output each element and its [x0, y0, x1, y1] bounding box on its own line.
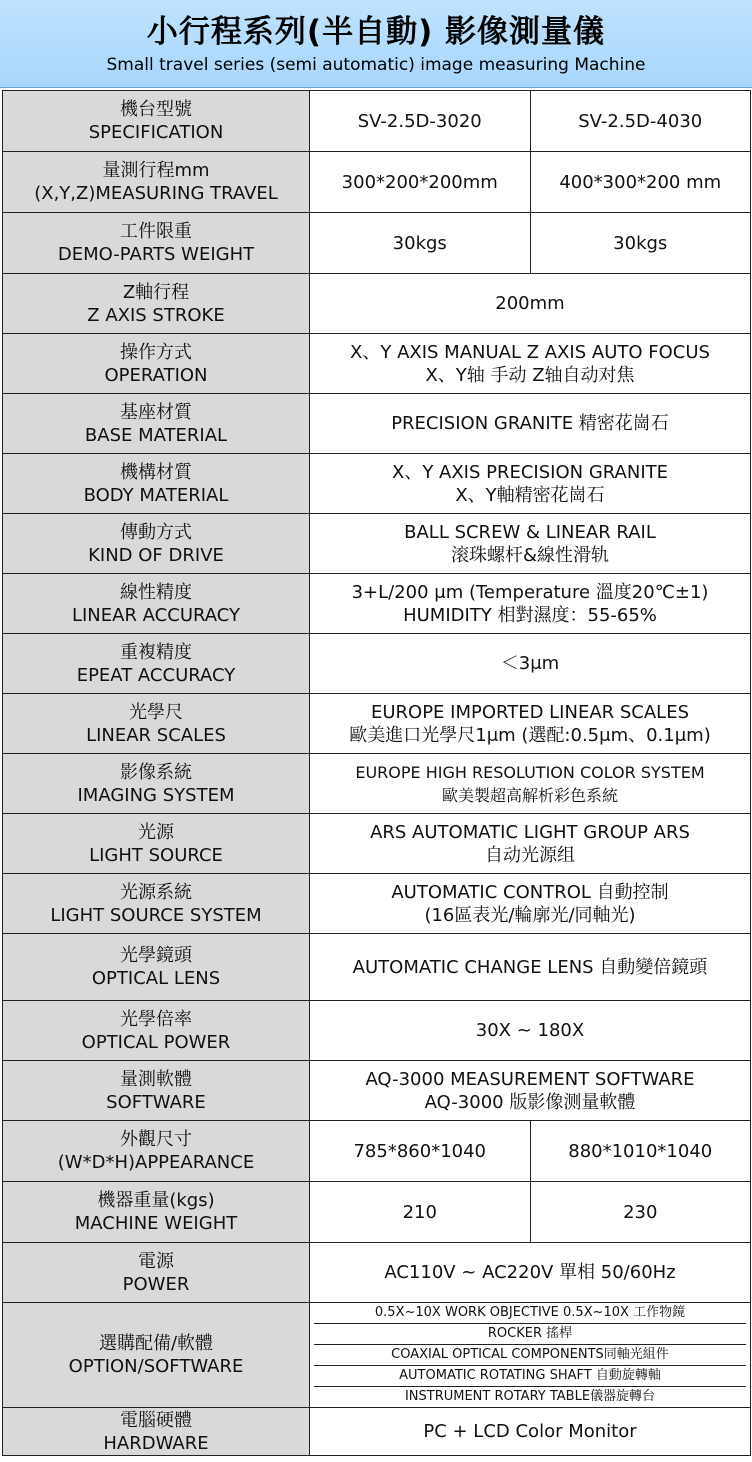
- spec-value-line: 自动光源组: [485, 844, 575, 866]
- spec-value-line: PC + LCD Color Monitor: [423, 1421, 637, 1442]
- spec-label-cn: 光源系統: [120, 881, 192, 903]
- spec-row: [3, 514, 751, 574]
- spec-value-line: 30X ~ 180X: [475, 1020, 585, 1041]
- spec-row: [3, 394, 751, 454]
- spec-label: [3, 334, 310, 394]
- spec-label-cn: 重複精度: [120, 641, 192, 663]
- option-item: COAXIAL OPTICAL COMPONENTS同軸光組件: [314, 1345, 746, 1366]
- spec-value: [310, 1001, 751, 1061]
- page-subtitle: Small travel series (semi automatic) image measuring Machine: [106, 55, 646, 75]
- spec-value-line: AUTOMATIC CHANGE LENS 自動變倍鏡頭: [352, 956, 708, 978]
- spec-value-model-b: 400*300*200 mm: [530, 152, 750, 212]
- spec-label-en: MACHINE WEIGHT: [74, 1213, 238, 1234]
- spec-label-cn: 光學尺: [129, 701, 183, 723]
- spec-row: [3, 1001, 751, 1061]
- spec-label-cn: 影像系統: [120, 761, 192, 783]
- spec-label-cn: 機器重量(kgs): [97, 1190, 215, 1211]
- spec-value-model-b: SV-2.5D-4030: [530, 91, 750, 151]
- spec-row: [3, 694, 751, 754]
- spec-row: [3, 634, 751, 694]
- spec-value-line: PRECISION GRANITE 精密花崗石: [391, 413, 669, 434]
- spec-label: [3, 634, 310, 694]
- spec-value: [310, 1303, 751, 1408]
- spec-value-line: EUROPE IMPORTED LINEAR SCALES: [370, 701, 690, 723]
- spec-value-line: X、Y轴 手动 Z轴自动对焦: [425, 364, 635, 386]
- spec-value: [310, 574, 751, 634]
- spec-label: [3, 1061, 310, 1121]
- spec-value: [310, 754, 751, 814]
- option-item: INSTRUMENT ROTARY TABLE儀器旋轉台: [404, 1389, 656, 1404]
- spec-value-model-a: 210: [402, 1201, 437, 1223]
- spec-label-en: DEMO-PARTS WEIGHT: [57, 244, 255, 265]
- spec-label-cn: 操作方式: [120, 341, 192, 363]
- spec-value: [310, 634, 751, 694]
- spec-row: [3, 934, 751, 1001]
- spec-row: [3, 152, 751, 213]
- spec-label-en: BASE MATERIAL: [84, 424, 228, 446]
- spec-label-en: SPECIFICATION: [88, 122, 224, 143]
- option-item: 0.5X~10X WORK OBJECTIVE 0.5X~10X 工作物鏡: [314, 1303, 746, 1324]
- spec-label-cn: 電腦硬體: [120, 1409, 192, 1431]
- spec-label: [3, 213, 310, 274]
- spec-label-en: LINEAR SCALES: [86, 724, 226, 746]
- spec-label: [3, 514, 310, 574]
- spec-value-line: 200mm: [495, 293, 565, 314]
- spec-row: [3, 91, 751, 152]
- spec-value: [310, 213, 751, 274]
- spec-value: [310, 1121, 751, 1182]
- spec-value-model-b: 880*1010*1040: [530, 1121, 750, 1181]
- spec-row: [3, 874, 751, 934]
- spec-label-en: OPTICAL LENS: [91, 968, 221, 989]
- spec-value: [310, 152, 751, 213]
- spec-label: [3, 91, 310, 152]
- spec-value: [310, 874, 751, 934]
- spec-value-model-b: 30kgs: [530, 213, 750, 273]
- spec-label-en: OPTICAL POWER: [81, 1031, 231, 1053]
- spec-row: [3, 213, 751, 274]
- spec-row: [3, 1061, 751, 1121]
- spec-label-cn: 外觀尺寸: [120, 1129, 192, 1150]
- spec-value: [310, 814, 751, 874]
- spec-value-line: 滚珠螺杆&線性滑轨: [450, 544, 610, 566]
- spec-value-line: BALL SCREW & LINEAR RAIL: [404, 521, 656, 543]
- spec-label: [3, 394, 310, 454]
- spec-value-model-b: 230: [530, 1182, 750, 1242]
- spec-label: [3, 574, 310, 634]
- spec-value-line: X、Y軸精密花崗石: [455, 484, 605, 506]
- spec-label-en: Z AXIS STROKE: [87, 304, 225, 326]
- spec-label-cn: 工件限重: [120, 221, 192, 242]
- spec-label-en: BODY MATERIAL: [83, 484, 229, 506]
- spec-value-line: AQ-3000 版影像测量軟體: [424, 1091, 636, 1113]
- spec-value: [310, 1243, 751, 1303]
- spec-label-cn: 選購配備/軟體: [98, 1333, 214, 1354]
- spec-label-cn: 機構材質: [120, 461, 192, 483]
- spec-label-cn: 機台型號: [120, 99, 192, 120]
- spec-value: [310, 1408, 751, 1456]
- spec-value-line: X、Y AXIS PRECISION GRANITE: [391, 461, 669, 483]
- spec-label-cn: 線性精度: [120, 581, 192, 603]
- spec-label-cn: 基座材質: [120, 401, 192, 423]
- page-title: 小行程系列(半自動) 影像測量儀: [146, 14, 606, 50]
- spec-label-en: HARDWARE: [103, 1432, 209, 1454]
- spec-label-cn: 傳動方式: [120, 521, 192, 543]
- spec-value: [310, 274, 751, 334]
- spec-value: [310, 514, 751, 574]
- spec-value-line: EUROPE HIGH RESOLUTION COLOR SYSTEM: [355, 762, 705, 782]
- spec-label-cn: 電源: [138, 1250, 174, 1272]
- spec-value-line: 歐美進口光學尺1μm (選配:0.5μm、0.1μm): [349, 724, 711, 746]
- spec-value-line: (16區表光/輪廓光/同軸光): [424, 904, 636, 926]
- spec-value-line: ARS AUTOMATIC LIGHT GROUP ARS: [370, 821, 690, 843]
- spec-row: [3, 1121, 751, 1182]
- spec-value-model-a: 30kgs: [392, 232, 447, 254]
- spec-label-en: LIGHT SOURCE: [89, 844, 223, 866]
- spec-label-en: KIND OF DRIVE: [88, 544, 224, 566]
- spec-label: [3, 1182, 310, 1243]
- spec-label-en: LINEAR ACCURACY: [71, 604, 241, 626]
- spec-label: [3, 874, 310, 934]
- spec-label: [3, 814, 310, 874]
- spec-value-line: X、Y AXIS MANUAL Z AXIS AUTO FOCUS: [350, 341, 710, 363]
- spec-value: [310, 334, 751, 394]
- spec-row: [3, 754, 751, 814]
- spec-row: [3, 274, 751, 334]
- spec-label-en: SOFTWARE: [106, 1091, 206, 1113]
- spec-row: [3, 1182, 751, 1243]
- spec-value-line: ＜3μm: [500, 653, 560, 674]
- spec-value: [310, 694, 751, 754]
- spec-value-line: 3+L/200 μm (Temperature 溫度20℃±1): [351, 581, 709, 603]
- spec-label-cn: 光源: [138, 821, 174, 843]
- spec-label-en: LIGHT SOURCE SYSTEM: [50, 904, 262, 926]
- spec-value: [310, 934, 751, 1001]
- option-list: [314, 1303, 746, 1407]
- spec-row: [3, 574, 751, 634]
- spec-value-line: HUMIDITY 相對濕度：55-65%: [403, 604, 657, 626]
- spec-label-en: OPERATION: [104, 364, 208, 386]
- spec-value: [310, 394, 751, 454]
- option-item: ROCKER 搖桿: [314, 1324, 746, 1345]
- spec-label: [3, 1303, 310, 1408]
- header-banner: [0, 0, 752, 88]
- spec-label: [3, 1408, 310, 1456]
- spec-value-model-a: 785*860*1040: [353, 1140, 487, 1162]
- spec-value-line: AC110V ~ AC220V 單相 50/60Hz: [384, 1262, 676, 1283]
- spec-label: [3, 934, 310, 1001]
- spec-label: [3, 1001, 310, 1061]
- spec-label-en: IMAGING SYSTEM: [77, 784, 235, 806]
- spec-row: [3, 1303, 751, 1408]
- spec-value-line: AUTOMATIC CONTROL 自動控制: [391, 881, 669, 903]
- spec-label-cn: 量測軟體: [120, 1068, 192, 1090]
- spec-label-cn: 光學倍率: [120, 1008, 192, 1030]
- option-item: AUTOMATIC ROTATING SHAFT 自動旋轉軸: [314, 1366, 746, 1387]
- spec-value-line: AQ-3000 MEASUREMENT SOFTWARE: [365, 1068, 695, 1090]
- spec-label: [3, 694, 310, 754]
- spec-label-en: (X,Y,Z)MEASURING TRAVEL: [34, 183, 278, 204]
- spec-value-model-a: SV-2.5D-3020: [357, 110, 482, 132]
- spec-label: [3, 1121, 310, 1182]
- spec-label-en: EPEAT ACCURACY: [76, 664, 236, 686]
- spec-value: [310, 91, 751, 152]
- spec-label: [3, 454, 310, 514]
- spec-value: [310, 454, 751, 514]
- spec-value: [310, 1061, 751, 1121]
- spec-label-cn: 光學鏡頭: [120, 945, 192, 966]
- spec-value-line: 歐美製超高解析彩色系統: [441, 785, 618, 805]
- spec-table: [2, 90, 751, 1456]
- spec-label-en: POWER: [122, 1273, 190, 1295]
- spec-label: [3, 1243, 310, 1303]
- spec-row: [3, 334, 751, 394]
- spec-value-model-a: 300*200*200mm: [341, 171, 498, 193]
- spec-label-en: OPTION/SOFTWARE: [68, 1356, 244, 1377]
- spec-label-cn: 量測行程mm: [102, 160, 210, 181]
- spec-row: [3, 1243, 751, 1303]
- spec-label: [3, 754, 310, 814]
- spec-label: [3, 152, 310, 213]
- spec-row: [3, 814, 751, 874]
- spec-row: [3, 454, 751, 514]
- spec-label-cn: Z軸行程: [122, 281, 190, 303]
- spec-value: [310, 1182, 751, 1243]
- spec-label: [3, 274, 310, 334]
- spec-row: [3, 1408, 751, 1456]
- spec-label-en: (W*D*H)APPEARANCE: [57, 1152, 255, 1173]
